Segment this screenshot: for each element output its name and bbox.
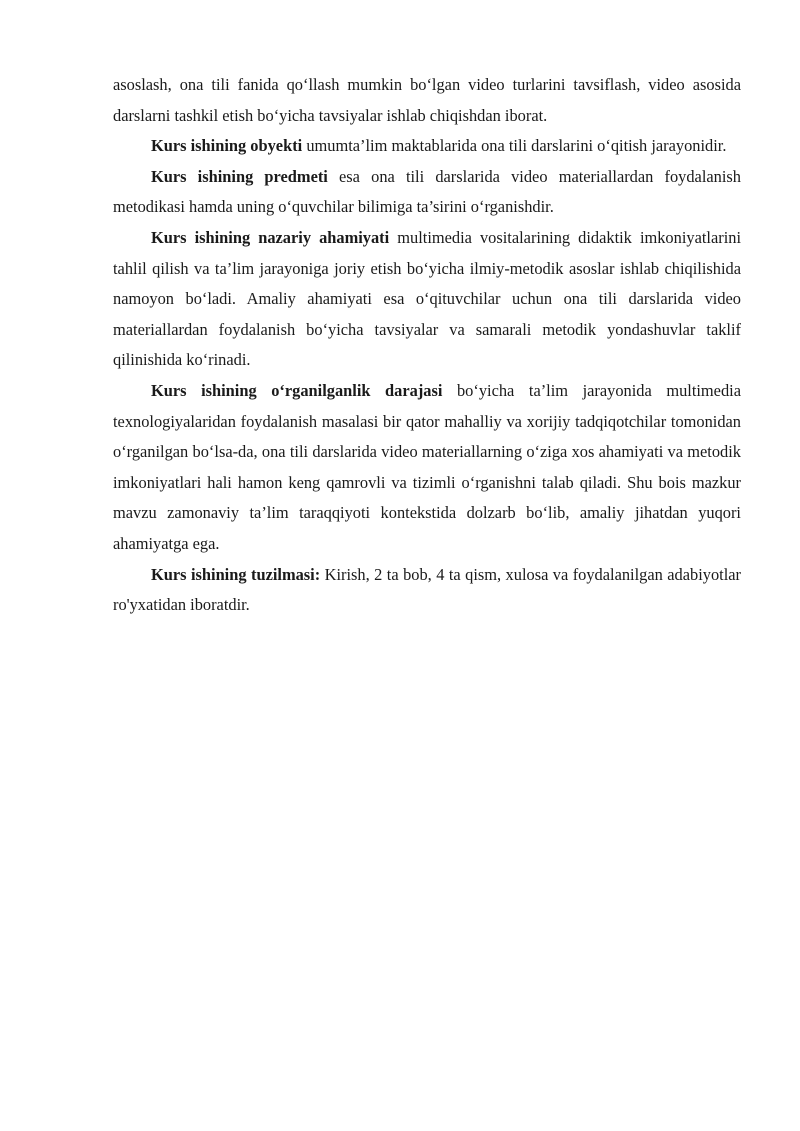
paragraph-text: asoslash, ona tili fanida qo‘llash mumkin bo‘lgan video turlarini tavsiflash, video asosida darslarni tashkil etish bo‘yicha tavsiyalar ishlab chiqishdan iborat.: [113, 75, 741, 125]
paragraph-text: bo‘yicha ta’lim jarayonida multimedia texnologiyalaridan foydalanish masalasi bir qator mahalliy va xorijiy tadqiqotchilar tomonidan o‘rganilgan bo‘lsa-da, ona tili darslarida video materiallarning o‘ziga xos ahamiyati va metodik imkoniyatlari hali hamon keng qamrovli va tizimli o‘rganishni talab qiladi. Shu bois mazkur mavzu zamonaviy ta’lim taraqqiyoti kontekstida dolzarb bo‘lib, amaliy jihatdan yuqori ahamiyatga ega.: [113, 380, 741, 553]
paragraph-term: Kurs ishining tuzilmasi:: [151, 564, 321, 584]
paragraph-continuation: [113, 70, 741, 131]
paragraph-structure: [113, 560, 741, 621]
paragraph-term: Kurs ishining o‘rganilganlik darajasi: [151, 380, 443, 400]
paragraph-text: multimedia vositalarining didaktik imkoniyatlarini tahlil qilish va ta’lim jarayoniga joriy etish bo‘yicha ilmiy-metodik asoslar ishlab chiqilishida namoyon bo‘ladi. Amaliy ahamiyati esa o‘qituvchilar uchun ona tili darslarida video materiallardan foydalanish bo‘yicha tavsiyalar va samarali metodik yondashuvlar taklif qilinishida ko‘rinadi.: [113, 227, 741, 370]
paragraph-object: [113, 131, 741, 162]
paragraph-study-level: [113, 376, 741, 560]
paragraph-term: Kurs ishining nazariy ahamiyati: [151, 227, 390, 247]
paragraph-term: Kurs ishining obyekti: [151, 136, 303, 156]
document-page: [113, 70, 741, 621]
paragraph-theoretical-significance: [113, 223, 741, 376]
paragraph-subject: [113, 162, 741, 223]
paragraph-text: umumta’lim maktablarida ona tili darslarini o‘qitish jarayonidir.: [302, 136, 727, 156]
paragraph-text: esa ona tili darslarida video materiallardan foydalanish metodikasi hamda uning o‘quvchilar bilimiga ta’sirini o‘rganishdir.: [113, 166, 741, 217]
paragraph-term: Kurs ishining predmeti: [151, 166, 328, 186]
paragraph-text: Kirish, 2 ta bob, 4 ta qism, xulosa va foydalanilgan adabiyotlar ro'yxatidan iboratdir.: [113, 564, 741, 615]
